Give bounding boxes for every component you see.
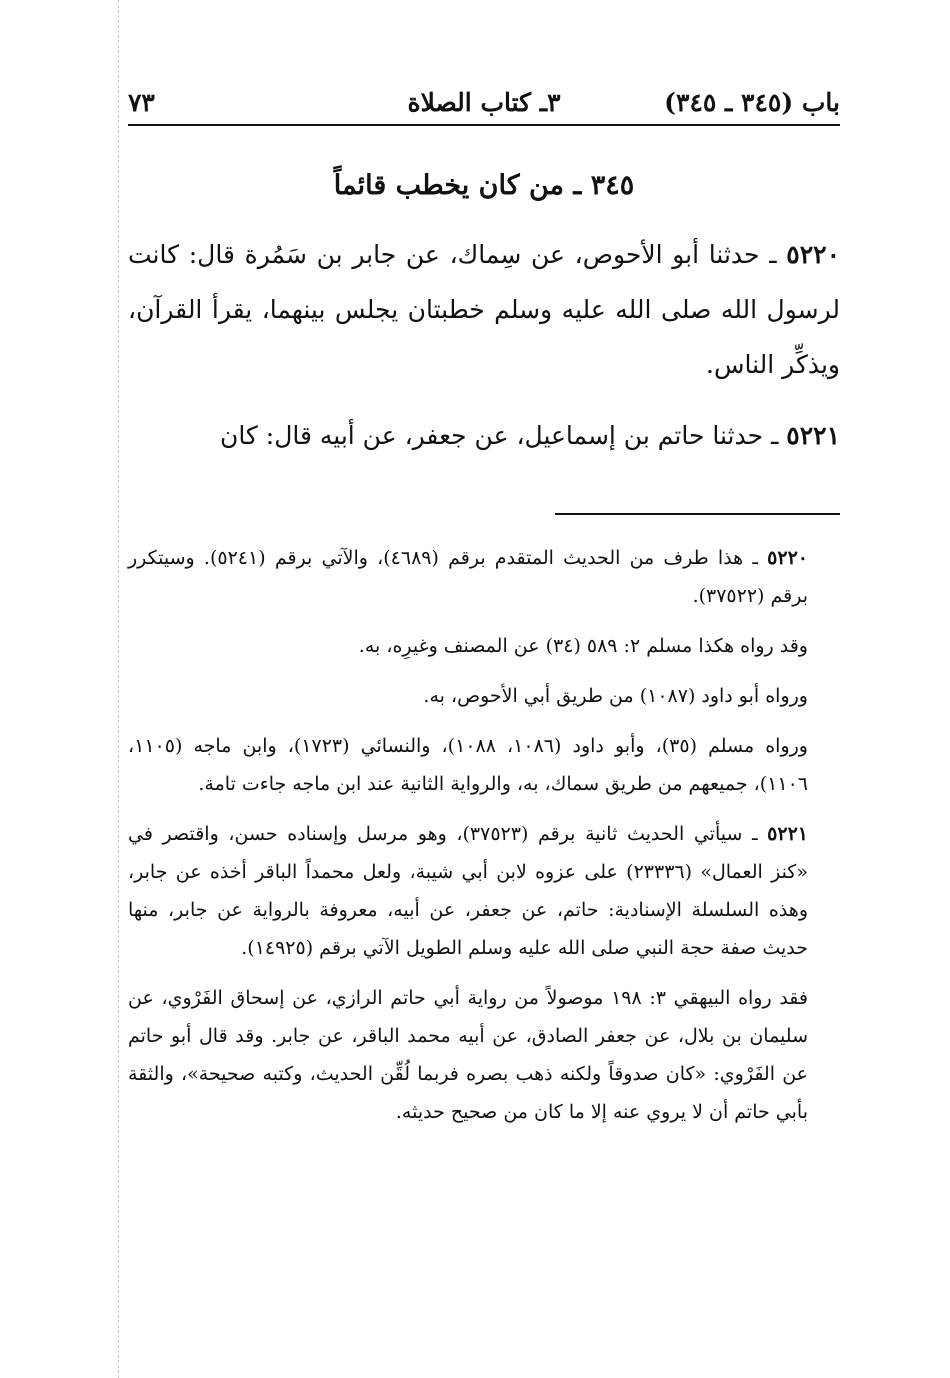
hadith-5221 (128, 408, 840, 463)
hadith-number: ٥٢٢٠ (786, 240, 840, 269)
footnote-paragraph: وقد رواه هكذا مسلم ٢: ٥٨٩ (٣٤) عن المصنف وغيرِه، به. (358, 635, 808, 657)
footnote-paragraph: ورواه أبو داود (١٠٨٧) من طريق أبي الأحوص، به. (423, 685, 808, 707)
footnote-separator (555, 513, 840, 515)
chapter-range: باب (٣٤٥ ـ ٣٤٥) (664, 88, 840, 117)
running-header (128, 80, 840, 126)
footnote-number: ٥٢٢٠ (767, 547, 808, 569)
book-page (128, 80, 840, 1143)
scan-margin-line (118, 0, 119, 1378)
page-number: ٧٣ (128, 88, 155, 117)
footnote-number: ٥٢٢١ (767, 823, 808, 845)
footnote-paragraph: فقد رواه البيهقي ٣: ١٩٨ موصولاً من رواية أبي حاتم الرازي، عن إسحاق الفَرْوي، عن سليمان بن بلال، عن جعفر الصادق، عن أبيه محمد الباقر، عن جابر. وقد قال أبو حاتم عن الفَرْوي: «كان صدوقاً ولكنه ذهب بصره فربما لُقِّن الحديث، وكتبه صحيحة»، والثقة بأبي حاتم أن لا يروي عنه إلا ما كان من صحيح حديثه. (128, 987, 808, 1123)
footnotes (128, 539, 840, 1131)
footnote-text: ـ سيأتي الحديث ثانية برقم (٣٧٥٢٣)، وهو مرسل وإسناده حسن، واقتصر في «كنز العمال» (٢٣٣٣٦) على عزوه لابن أبي شيبة، ولعل محمداً الباقر أخذه عن جابر، وهذه السلسلة الإسنادية: حاتم، عن جعفر، عن أبيه، معروفة بالرواية عن جابر، منها حديث صفة حجة النبي صلى الله عليه وسلم الطويل الآتي برقم (١٤٩٢٥). (128, 823, 808, 959)
chapter-title: ٣٤٥ ـ من كان يخطب قائماً (333, 170, 635, 201)
footnote-paragraph: ورواه مسلم (٣٥)، وأبو داود (١٠٨٦، ١٠٨٨)، والنسائي (١٧٢٣)، وابن ماجه (١١٠٥، ١١٠٦)، جميعهم من طريق سماك، به، والرواية الثانية عند ابن ماجه جاءت تامة. (128, 735, 808, 795)
hadith-text: ـ حدثنا حاتم بن إسماعيل، عن جعفر، عن أبيه قال: كان (219, 421, 787, 450)
footnote-text: ـ هذا طرف من الحديث المتقدم برقم (٤٦٨٩)، والآتي برقم (٥٢٤١). وسيتكرر برقم (٣٧٥٢٢). (128, 547, 808, 607)
footnote-5221 (128, 815, 840, 967)
main-text (128, 227, 840, 463)
hadith-text: ـ حدثنا أبو الأحوص، عن سِماك، عن جابر بن سَمُرة قال: كانت لرسول الله صلى الله عليه وسلم خطبتان يجلس بينهما، يقرأ القرآن، ويذكِّر الناس. (128, 240, 840, 379)
hadith-5220 (128, 227, 840, 392)
hadith-number: ٥٢٢١ (786, 421, 840, 450)
footnote-5220 (128, 539, 840, 615)
book-title: ٣ـ كتاب الصلاة (407, 88, 561, 117)
